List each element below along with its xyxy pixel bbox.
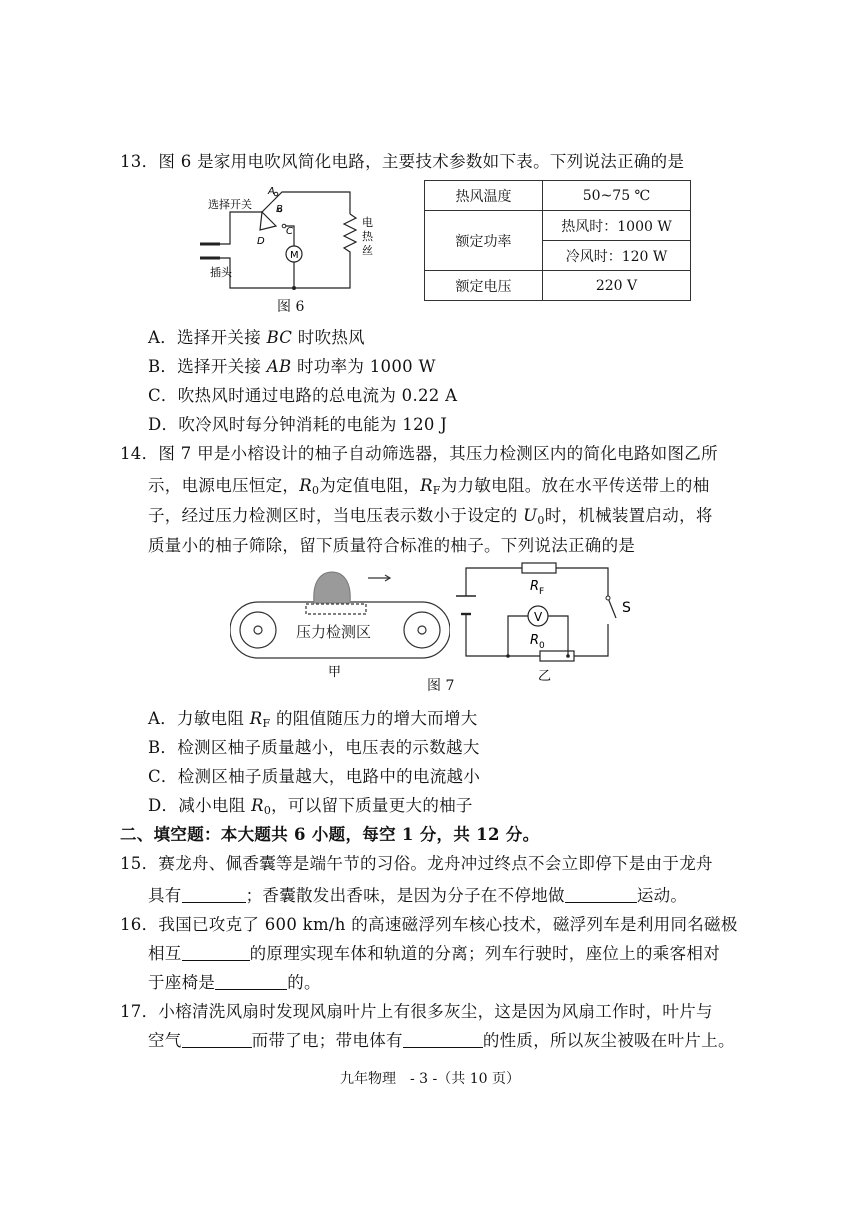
- q16-blank-2[interactable]: [215, 973, 287, 990]
- switch-s-label: S: [622, 600, 631, 616]
- q17-line-2: 空气 而带了电；带电体有 的性质，所以灰尘被吸在叶片上。: [148, 1031, 735, 1050]
- point-c: C: [286, 226, 293, 237]
- rated-voltage-value: 220 V: [543, 271, 691, 301]
- rf-label: $R_F$: [530, 579, 545, 597]
- q15-blank-2[interactable]: [565, 886, 637, 903]
- q17-blank-2[interactable]: [403, 1031, 483, 1048]
- q14-option-b: B．检测区柚子质量越小，电压表的示数越大: [148, 738, 480, 757]
- q16-line-1: 16．我国已攻克了 600 km/h 的高速磁浮列车核心技术，磁浮列车是利用同名磁极: [120, 915, 738, 934]
- q13-stem: 13．图 6 是家用电吹风简化电路，主要技术参数如下表。下列说法正确的是: [120, 152, 685, 171]
- parameter-table: [424, 180, 691, 301]
- q17-line-1: 17．小榕清洗风扇时发现风扇叶片上有很多灰尘，这是因为风扇工作时，叶片与: [120, 1002, 713, 1021]
- point-a: A: [268, 186, 275, 197]
- switch-label: 选择开关: [208, 198, 252, 211]
- r0-label: $R_0$: [530, 633, 545, 651]
- q16-blank-1[interactable]: [182, 944, 250, 961]
- figure-7-caption: 图 7: [427, 678, 455, 694]
- page-footer: 九年物理 - 3 -（共 10 页）: [340, 1071, 520, 1087]
- q15-line-2: 具有 ；香囊散发出香味，是因为分子在不停地做 运动。: [148, 886, 688, 905]
- hot-power-value: 热风时：1000 W: [543, 211, 691, 241]
- detect-area-label: 压力检测区: [296, 623, 372, 641]
- pomelo: [314, 572, 351, 603]
- q14-line-4: 质量小的柚子筛除，留下质量符合标准的柚子。下列说法正确的是: [148, 536, 636, 555]
- q14-option-a: A．力敏电阻 $R_F$ 的阻值随压力的增大而增大: [148, 709, 478, 730]
- q14-option-d: D．减小电阻 $R_0$，可以留下质量更大的柚子: [148, 796, 473, 817]
- plug-label: 插头: [210, 266, 232, 279]
- q13-option-a: A．选择开关接 BC 时吹热风: [148, 328, 365, 347]
- rated-power-label: 额定功率: [425, 211, 543, 271]
- q16-line-2: 相互 的原理实现车体和轨道的分离；列车行驶时，座位上的乘客相对: [148, 944, 721, 963]
- hot-temp-label: 热风温度: [425, 181, 543, 211]
- rated-voltage-label: 额定电压: [425, 271, 543, 301]
- q15-blank-1[interactable]: [182, 886, 246, 903]
- section-2-heading: 二、填空题：本大题共 6 小题，每空 1 分，共 12 分。: [120, 825, 540, 844]
- figure-6-caption: 图 6: [277, 299, 305, 315]
- cold-power-value: 冷风时：120 W: [543, 241, 691, 271]
- figure-7-conveyor: [230, 570, 450, 685]
- q14-line-1: 14．图 7 甲是小榕设计的柚子自动筛选器，其压力检测区内的简化电路如图乙所: [120, 444, 718, 463]
- q13-option-d: D．吹冷风时每分钟消耗的电能为 120 J: [148, 415, 448, 434]
- q15-line-1: 15．赛龙舟、佩香囊等是端午节的习俗。龙舟冲过终点不会立即停下是由于龙舟: [120, 854, 713, 873]
- voltmeter-label: V: [534, 610, 543, 624]
- heater-label-3: 丝: [362, 244, 373, 257]
- point-b: B: [276, 204, 283, 215]
- heater-label-2: 热: [362, 230, 373, 243]
- motor-label: M: [290, 250, 299, 261]
- q14-option-c: C．检测区柚子质量越大，电路中的电流越小: [148, 767, 481, 786]
- q14-line-3: 子，经过压力检测区时，当电压表示数小于设定的 $U_0$时，机械装置启动，将: [148, 506, 713, 527]
- point-d: D: [257, 236, 265, 247]
- q16-line-3: 于座椅是 的。: [148, 973, 321, 992]
- hot-temp-value: 50~75 ℃: [543, 181, 691, 211]
- label-yi: 乙: [538, 669, 552, 684]
- q17-blank-1[interactable]: [182, 1031, 252, 1048]
- q13-option-c: C．吹热风时通过电路的总电流为 0.22 A: [148, 386, 458, 405]
- q14-line-2: 示，电源电压恒定，$R_0$为定值电阻，$R_F$为力敏电阻。放在水平传送带上的柚: [148, 476, 710, 497]
- q13-option-b: B．选择开关接 AB 时功率为 1000 W: [148, 357, 436, 376]
- label-jia: 甲: [328, 665, 342, 680]
- figure-7-circuit: [456, 560, 646, 685]
- heater-label-1: 电: [362, 216, 373, 229]
